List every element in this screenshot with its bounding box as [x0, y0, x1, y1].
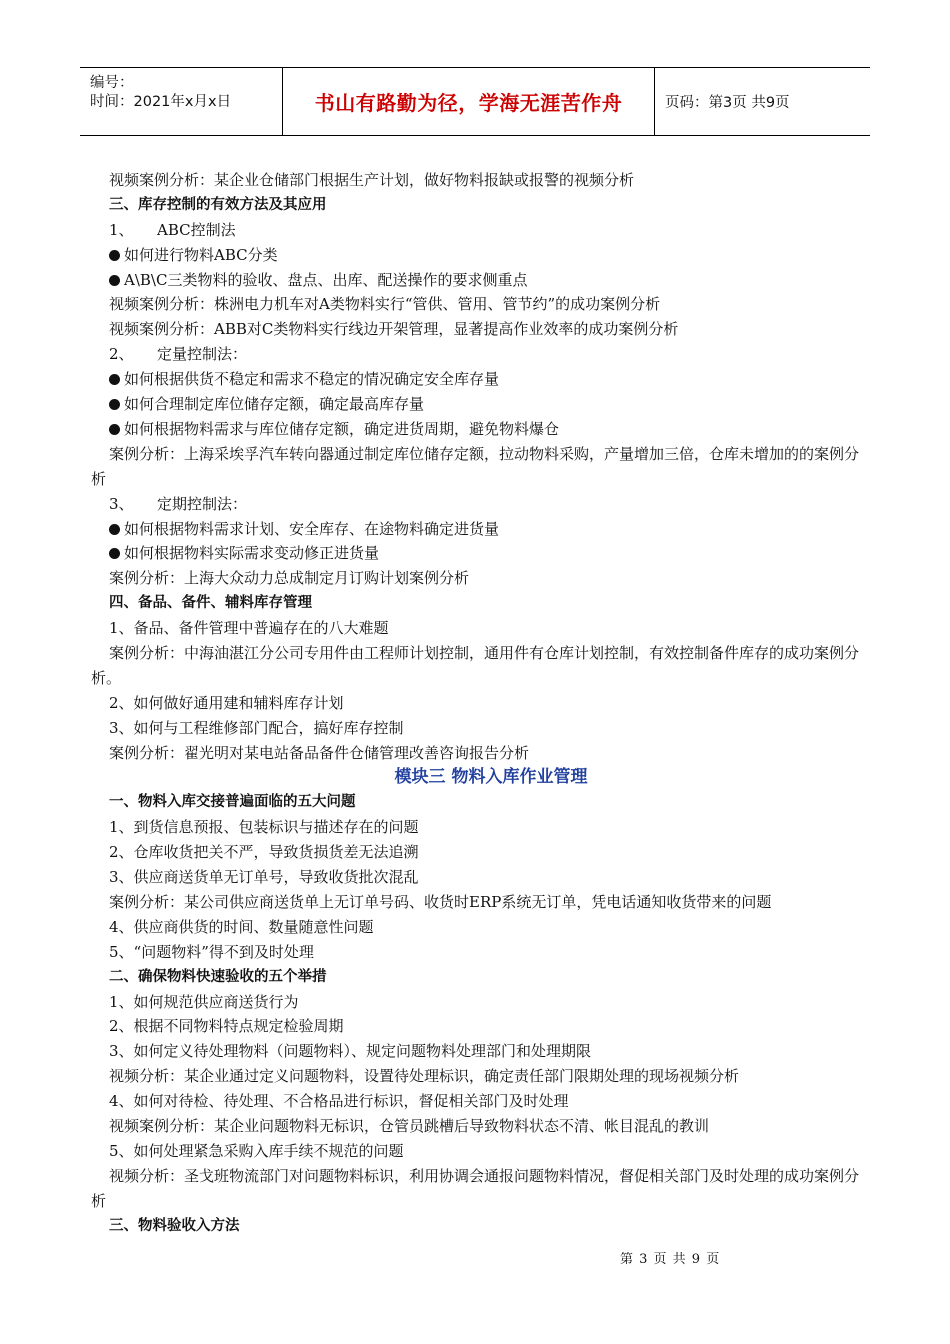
text-line: 5、“问题物料”得不到及时处理	[109, 942, 314, 961]
bullet-item: 如何进行物料ABC分类	[91, 243, 861, 268]
text-paragraph: 视频分析：圣戈班物流部门对问题物料标识，利用协调会通报问题物料情况，督促相关部门及时处理的成功案例分析	[91, 1166, 860, 1210]
text-line: 1、备品、备件管理中普遍存在的八大难题	[109, 619, 389, 638]
bullet-item: 如何根据供货不稳定和需求不稳定的情况确定安全库存量	[91, 367, 861, 392]
section-heading: 二、确保物料快速验收的五个举措	[109, 968, 327, 985]
bullet-item: 如何根据物料实际需求变动修正进货量	[91, 541, 861, 566]
header-info-cell	[80, 68, 283, 135]
bullet-item: 如何合理制定库位储存定额，确定最高库存量	[91, 392, 861, 417]
text-line: 5、如何处理紧急采购入库手续不规范的问题	[109, 1141, 404, 1160]
module-title: 模块三 物料入库作业管理	[394, 767, 588, 788]
numbered-item	[91, 342, 861, 367]
text-line: 3、供应商送货单无订单号，导致收货批次混乱	[109, 868, 419, 887]
section-heading: 四、备品、备件、辅料库存管理	[109, 595, 312, 612]
text-line: 3、如何定义待处理物料（问题物料）、规定问题物料处理部门和处理期限	[109, 1042, 592, 1061]
numbered-item	[91, 492, 861, 517]
text-paragraph: 案例分析：中海油湛江分公司专用件由工程师计划控制，通用件有仓库计划控制，有效控制备件库存的成功案例分析。	[91, 643, 860, 687]
text-line: 视频案例分析：ABB对C类物料实行线边开架管理，显著提高作业效率的成功案例分析	[109, 320, 679, 339]
item-title: 定期控制法：	[157, 494, 248, 513]
text-line: 视频案例分析：某企业问题物料无标识，仓管员跳槽后导致物料状态不清、帐目混乱的教训	[109, 1117, 710, 1136]
header-motto: 书山有路勤为径，学海无涯苦作舟	[283, 68, 655, 135]
header-page-number: 页码：第3页 共9页	[665, 95, 790, 111]
bullet-icon	[109, 374, 120, 385]
bullet-icon	[109, 424, 120, 435]
text-line: 案例分析：某公司供应商送货单上无订单号码、收货时ERP系统无订单，凭电话通知收货带来的问题	[109, 893, 772, 911]
bullet-item: 如何根据物料需求计划、安全库存、在途物料确定进货量	[91, 517, 861, 542]
text-line: 3、如何与工程维修部门配合，搞好库存控制	[109, 718, 404, 737]
bullet-icon	[109, 548, 120, 559]
bullet-icon	[109, 524, 120, 535]
page-footer: 第 3 页 共 9 页	[620, 1252, 721, 1267]
text-line: 视频案例分析：株洲电力机车对A类物料实行“管供、管用、管节约”的成功案例分析	[109, 295, 661, 314]
text-line: 2、如何做好通用建和辅料库存计划	[109, 693, 344, 712]
text-paragraph: 案例分析：上海采埃孚汽车转向器通过制定库位储存定额，拉动物料采购，产量增加三倍，仓库未增加的的案例分析	[91, 444, 860, 488]
item-number: 2、	[109, 345, 134, 364]
item-number: 1、	[109, 220, 134, 239]
document-body	[91, 168, 861, 1239]
text-line: 案例分析：上海大众动力总成制定月订购计划案例分析	[109, 569, 470, 588]
text-line: 4、供应商供货的时间、数量随意性问题	[109, 917, 374, 936]
text-line: 2、根据不同物料特点规定检验周期	[109, 1017, 344, 1036]
bullet-icon	[109, 275, 120, 286]
item-title: 定量控制法：	[157, 345, 248, 364]
item-number: 3、	[109, 494, 134, 513]
document-date-label: 时间：2021年x月x日	[90, 94, 232, 110]
item-title: ABC控制法	[157, 220, 236, 239]
section-heading: 一、物料入库交接普遍面临的五大问题	[109, 794, 356, 811]
text-line: 1、到货信息预报、包装标识与描述存在的问题	[109, 818, 419, 837]
bullet-icon	[109, 250, 120, 261]
text-line: 视频案例分析：某企业仓储部门根据生产计划，做好物料报缺或报警的视频分析	[109, 171, 635, 189]
text-line: 案例分析：翟光明对某电站备品备件仓储管理改善咨询报告分析	[109, 743, 530, 762]
numbered-item	[91, 218, 861, 243]
section-heading: 三、库存控制的有效方法及其应用	[109, 196, 327, 213]
bullet-icon	[109, 399, 120, 410]
text-line: 视频分析：某企业通过定义问题物料，设置待处理标识，确定责任部门限期处理的现场视频分析	[109, 1067, 740, 1086]
bullet-item: A\B\C三类物料的验收、盘点、出库、配送操作的要求侧重点	[91, 268, 861, 293]
text-line: 1、如何规范供应商送货行为	[109, 992, 299, 1011]
text-line: 2、仓库收货把关不严，导致货损货差无法追溯	[109, 843, 419, 862]
document-number-label: 编号：	[90, 75, 134, 91]
text-line: 4、如何对待检、待处理、不合格品进行标识，督促相关部门及时处理	[109, 1092, 569, 1111]
section-heading: 三、物料验收入方法	[109, 1217, 240, 1234]
bullet-item: 如何根据物料需求与库位储存定额，确定进货周期，避免物料爆仓	[91, 417, 861, 442]
page-header	[80, 67, 870, 136]
